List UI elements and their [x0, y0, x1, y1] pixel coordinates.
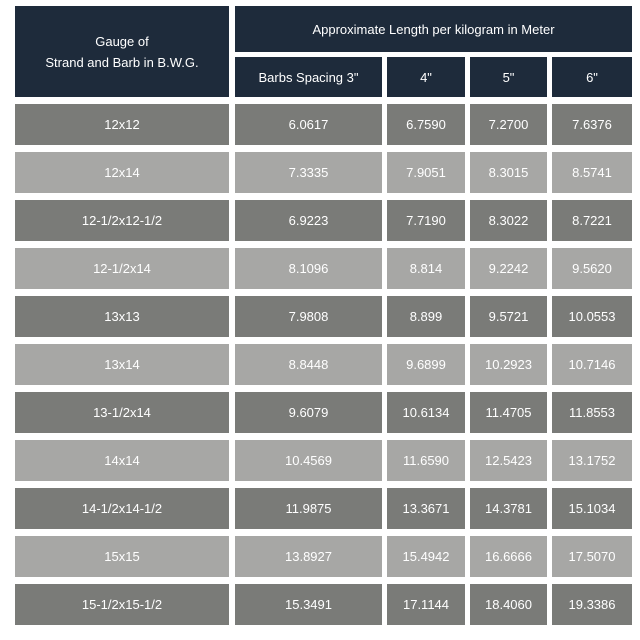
length-value-cell: 7.3335 — [235, 152, 382, 193]
spacing-header-4in: 4" — [387, 57, 465, 97]
length-value-cell: 11.9875 — [235, 488, 382, 529]
length-value-cell: 15.1034 — [552, 488, 632, 529]
length-value-cell: 10.7146 — [552, 344, 632, 385]
length-value-cell: 10.6134 — [387, 392, 465, 433]
length-value-cell: 7.6376 — [552, 104, 632, 145]
length-value-cell: 11.8553 — [552, 392, 632, 433]
length-value-cell: 13.1752 — [552, 440, 632, 481]
length-value-cell: 17.1144 — [387, 584, 465, 625]
gauge-cell: 13-1/2x14 — [15, 392, 229, 433]
length-value-cell: 7.9051 — [387, 152, 465, 193]
length-value-cell: 8.1096 — [235, 248, 382, 289]
length-value-cell: 17.5070 — [552, 536, 632, 577]
length-value-cell: 12.5423 — [470, 440, 547, 481]
length-group-header-label: Approximate Length per kilogram in Meter — [312, 21, 555, 37]
length-value-cell: 16.6666 — [470, 536, 547, 577]
length-value-cell: 19.3386 — [552, 584, 632, 625]
spacing-header-5in: 5" — [470, 57, 547, 97]
length-value-cell: 8.3022 — [470, 200, 547, 241]
length-value-cell: 10.2923 — [470, 344, 547, 385]
length-value-cell: 10.4569 — [235, 440, 382, 481]
gauge-header — [15, 6, 229, 97]
length-value-cell: 14.3781 — [470, 488, 547, 529]
length-group-header — [235, 6, 632, 52]
length-value-cell: 10.0553 — [552, 296, 632, 337]
gauge-cell: 13x14 — [15, 344, 229, 385]
gauge-cell: 12x12 — [15, 104, 229, 145]
length-value-cell: 6.9223 — [235, 200, 382, 241]
length-value-cell: 15.4942 — [387, 536, 465, 577]
length-value-cell: 13.8927 — [235, 536, 382, 577]
gauge-cell: 12-1/2x14 — [15, 248, 229, 289]
length-value-cell: 9.6899 — [387, 344, 465, 385]
gauge-cell: 12-1/2x12-1/2 — [15, 200, 229, 241]
gauge-cell: 14-1/2x14-1/2 — [15, 488, 229, 529]
length-value-cell: 6.7590 — [387, 104, 465, 145]
spacing-header-6in: 6" — [552, 57, 632, 97]
length-value-cell: 15.3491 — [235, 584, 382, 625]
length-value-cell: 8.814 — [387, 248, 465, 289]
gauge-header-label: Gauge of Strand and Barb in B.W.G. — [45, 33, 199, 70]
length-value-cell: 11.6590 — [387, 440, 465, 481]
length-value-cell: 8.3015 — [470, 152, 547, 193]
length-value-cell: 9.5721 — [470, 296, 547, 337]
spacing-header-3in: Barbs Spacing 3" — [235, 57, 382, 97]
length-value-cell: 9.2242 — [470, 248, 547, 289]
length-value-cell: 9.6079 — [235, 392, 382, 433]
length-value-cell: 8.899 — [387, 296, 465, 337]
gauge-cell: 15-1/2x15-1/2 — [15, 584, 229, 625]
length-value-cell: 8.5741 — [552, 152, 632, 193]
gauge-cell: 14x14 — [15, 440, 229, 481]
gauge-cell: 15x15 — [15, 536, 229, 577]
length-value-cell: 13.3671 — [387, 488, 465, 529]
length-value-cell: 9.5620 — [552, 248, 632, 289]
gauge-cell: 12x14 — [15, 152, 229, 193]
length-value-cell: 7.9808 — [235, 296, 382, 337]
length-value-cell: 8.7221 — [552, 200, 632, 241]
gauge-cell: 13x13 — [15, 296, 229, 337]
length-value-cell: 6.0617 — [235, 104, 382, 145]
length-value-cell: 7.7190 — [387, 200, 465, 241]
length-value-cell: 7.2700 — [470, 104, 547, 145]
length-value-cell: 18.4060 — [470, 584, 547, 625]
length-value-cell: 11.4705 — [470, 392, 547, 433]
length-value-cell: 8.8448 — [235, 344, 382, 385]
